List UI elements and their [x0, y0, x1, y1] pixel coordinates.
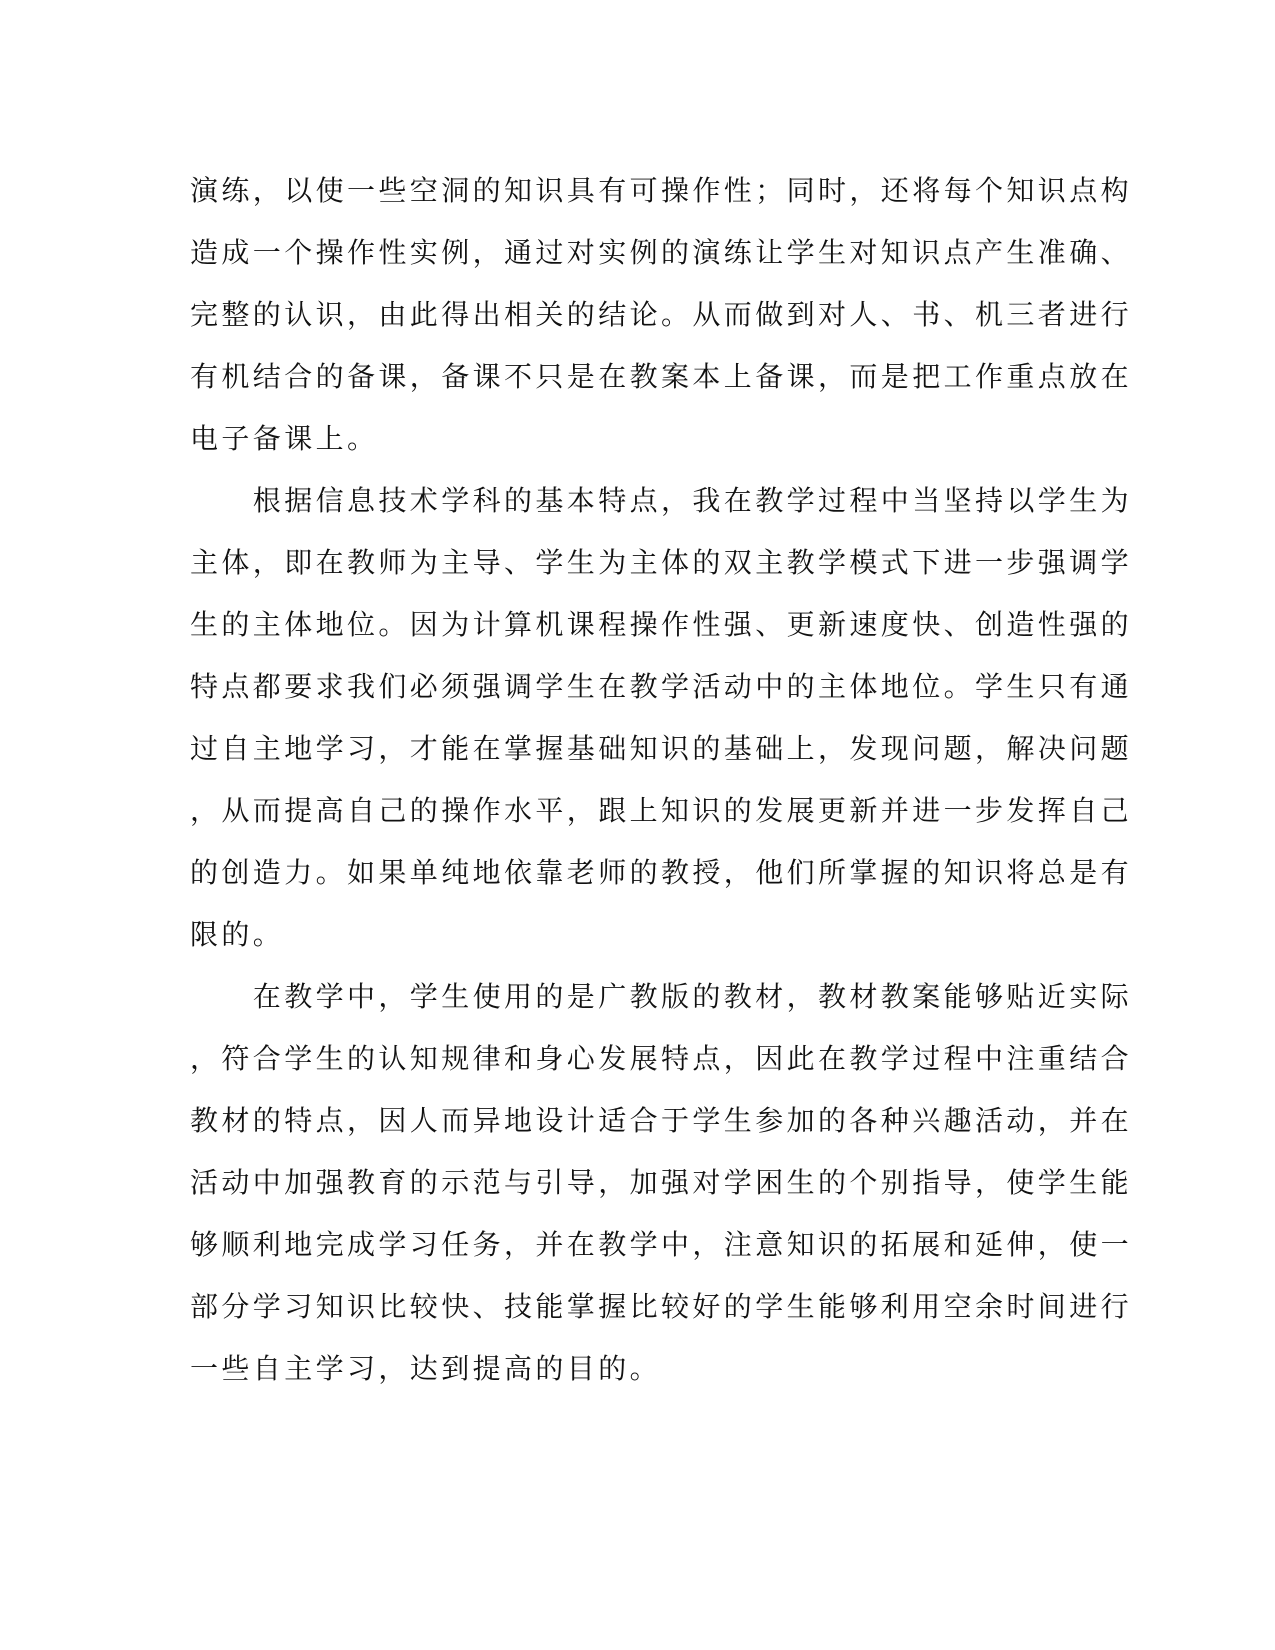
- text-line: ，从而提高自己的操作水平，跟上知识的发展更新并进一步发挥自己: [190, 794, 1133, 827]
- text-line: 生的主体地位。因为计算机课程操作性强、更新速度快、创造性强的: [190, 608, 1133, 641]
- text-line: 电子备课上。: [190, 422, 379, 455]
- text-line: 主体，即在教师为主导、学生为主体的双主教学模式下进一步强调学: [190, 546, 1133, 579]
- text-line: 限的。: [190, 918, 285, 951]
- text-line: 在教学中，学生使用的是广教版的教材，教材教案能够贴近实际: [190, 980, 1133, 1013]
- text-line: 演练，以使一些空洞的知识具有可操作性；同时，还将每个知识点构: [190, 174, 1133, 207]
- body-text: [190, 160, 1133, 1400]
- text-line: 活动中加强教育的示范与引导，加强对学困生的个别指导，使学生能: [190, 1166, 1133, 1199]
- text-line: 一些自主学习，达到提高的目的。: [190, 1352, 662, 1385]
- text-line: ，符合学生的认知规律和身心发展特点，因此在教学过程中注重结合: [190, 1042, 1133, 1075]
- text-line: 过自主地学习，才能在掌握基础知识的基础上，发现问题，解决问题: [190, 732, 1133, 765]
- text-line: 完整的认识，由此得出相关的结论。从而做到对人、书、机三者进行: [190, 298, 1133, 331]
- text-line: 造成一个操作性实例，通过对实例的演练让学生对知识点产生准确、: [190, 236, 1133, 269]
- text-line: 特点都要求我们必须强调学生在教学活动中的主体地位。学生只有通: [190, 670, 1133, 703]
- text-line: 够顺利地完成学习任务，并在教学中，注意知识的拓展和延伸，使一: [190, 1228, 1133, 1261]
- text-line: 的创造力。如果单纯地依靠老师的教授，他们所掌握的知识将总是有: [190, 856, 1133, 889]
- text-line: 根据信息技术学科的基本特点，我在教学过程中当坚持以学生为: [190, 484, 1133, 517]
- text-line: 有机结合的备课，备课不只是在教案本上备课，而是把工作重点放在: [190, 360, 1133, 393]
- text-line: 教材的特点，因人而异地设计适合于学生参加的各种兴趣活动，并在: [190, 1104, 1133, 1137]
- text-line: 部分学习知识比较快、技能掌握比较好的学生能够利用空余时间进行: [190, 1290, 1133, 1323]
